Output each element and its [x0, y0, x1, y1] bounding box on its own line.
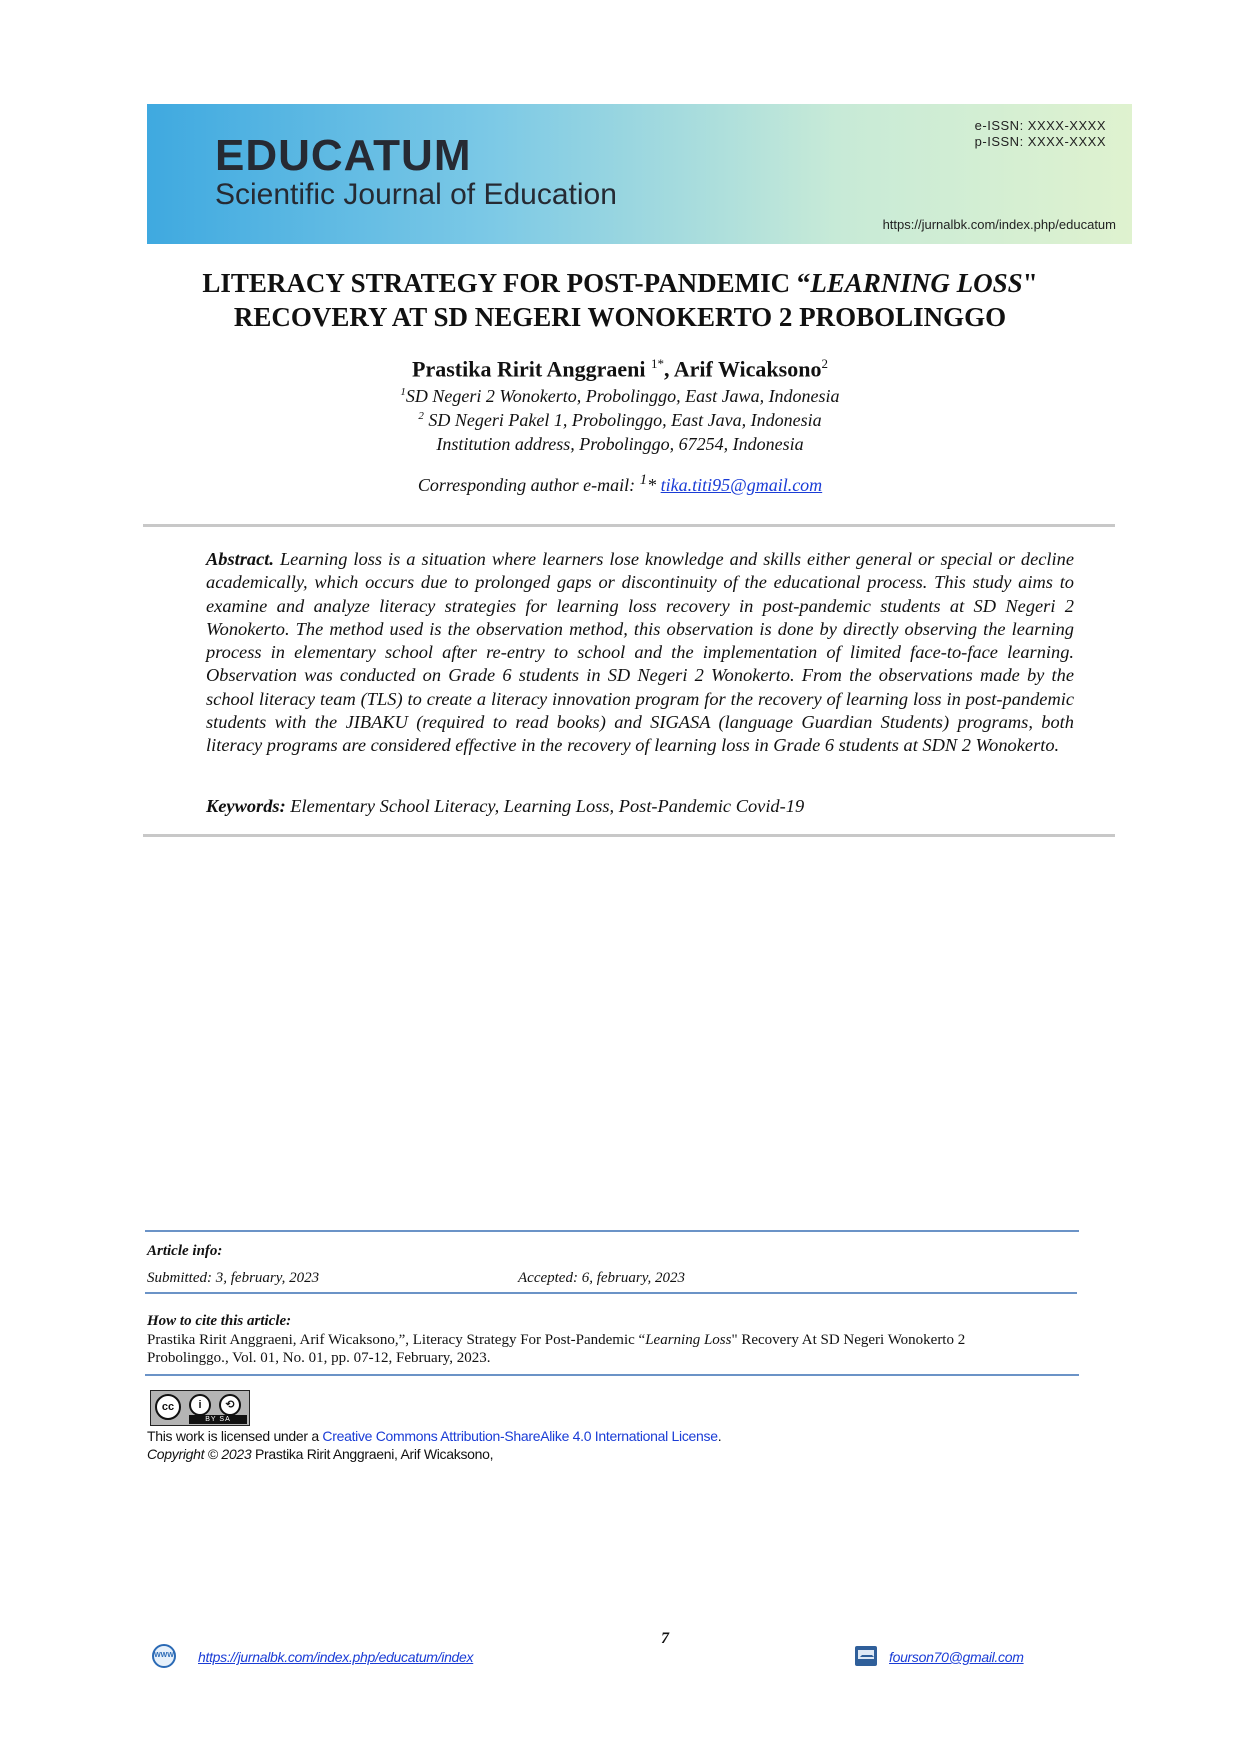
- abstract: [206, 548, 1074, 758]
- website-link[interactable]: https://jurnalbk.com/index.php/educatum/index: [198, 1649, 474, 1665]
- by-icon: i: [189, 1394, 211, 1416]
- title-line-1: LITERACY STRATEGY FOR POST-PANDEMIC “LEARNING LOSS": [202, 268, 1038, 298]
- affiliation-2: $^2$ SD Negeri Pakel 1, Probolinggo, East Java, Indonesia: [418, 410, 822, 430]
- copyright-statement: [147, 1446, 493, 1462]
- copyright-label: Copyright © 2023: [147, 1446, 252, 1462]
- corresponding-author: Corresponding author e-mail: $^1$* tika.titi95@gmail.com: [417, 472, 823, 495]
- institution-address: Institution address, Probolinggo, 67254, Indonesia: [436, 434, 804, 454]
- globe-icon: WWW: [152, 1644, 176, 1668]
- corresponding-email-link[interactable]: tika.titi95@gmail.com: [660, 475, 823, 495]
- page-number: 7: [661, 1630, 669, 1647]
- copyright-names: Prastika Ririt Anggraeni, Arif Wicaksono,: [251, 1446, 494, 1462]
- author-1: Prastika Ririt Anggraeni: [412, 356, 646, 382]
- keywords-text: Elementary School Literacy, Learning Loss, Post-Pandemic Covid-19: [285, 796, 805, 816]
- submitted-date: Submitted: 3, february, 2023: [147, 1270, 320, 1286]
- citation-heading: How to cite this article:: [147, 1313, 292, 1329]
- journal-banner: [147, 104, 1132, 244]
- author-1-mark: 1*: [650, 356, 664, 371]
- cc-icon: cc: [155, 1394, 181, 1420]
- p-issn: p-ISSN: XXXX-XXXX: [974, 134, 1106, 149]
- info-rule-mid: [145, 1292, 1077, 1294]
- info-rule-bottom: [145, 1374, 1079, 1376]
- keywords-label: Keywords:: [206, 796, 286, 816]
- article-info-heading: Article info:: [147, 1243, 223, 1259]
- author-2-mark: 2: [821, 356, 828, 371]
- license-statement: This work is licensed under a Creative Commons Attribution-ShareAlike 4.0 International License.: [147, 1428, 722, 1444]
- title-line-2: RECOVERY AT SD NEGERI WONOKERTO 2 PROBOLINGGO: [233, 302, 1007, 332]
- cc-by-sa-badge[interactable]: [150, 1390, 250, 1426]
- journal-name: EDUCATUM: [215, 131, 472, 180]
- author-2: Arif Wicaksono: [673, 356, 822, 382]
- email-link[interactable]: fourson70@gmail.com: [889, 1649, 1024, 1665]
- banner-url: https://jurnalbk.com/index.php/educatum: [882, 217, 1116, 232]
- divider-top: [143, 524, 1115, 527]
- abstract-label: Abstract.: [206, 549, 274, 569]
- email-icon: [855, 1646, 877, 1666]
- divider-bottom: [143, 834, 1115, 837]
- citation-text: Prastika Ririt Anggraeni, Arif Wicaksono,”, Literacy Strategy For Post-Pandemic “Learning Loss" Recovery At SD Negeri Wonokerto 2 Probolinggo., Vol. 01, No. 01, pp. 07-12, February, 2023.: [147, 1332, 966, 1366]
- cc-strip-label: BY SA: [189, 1415, 247, 1424]
- journal-subtitle: Scientific Journal of Education: [215, 178, 617, 211]
- paper-title: [140, 266, 1100, 334]
- accepted-date: Accepted: 6, february, 2023: [518, 1270, 686, 1286]
- author-list: Prastika Ririt Anggraeni $^{1*}$, Arif Wicaksono$^2$: [412, 356, 828, 382]
- abstract-text: Learning loss is a situation where learners lose knowledge and skills either general or special or decline academically, which occurs due to prolonged gaps or discontinuity of the educational process. This study aims to examine and analyze literacy strategies for learning loss recovery in post-pandemic students at SD Negeri 2 Wonokerto. The method used is the observation method, this observation is done by directly observing the learning process in elementary school after re-entry to school and the implementation of limited face-to-face learning. Observation was conducted on Grade 6 students in SD Negeri 2 Wonokerto. From the observations made by the school literacy team (TLS) to create a literacy innovation program for the recovery of learning loss in post-pandemic students with the JIBAKU (required to read books) and SIGASA (language Guardian Students) programs, both literacy programs are considered effective in the recovery of learning loss in Grade 6 students at SDN 2 Wonokerto.: [206, 549, 1074, 756]
- info-rule-top: [145, 1230, 1079, 1232]
- keywords: [206, 796, 1074, 817]
- sa-icon: ⟲: [219, 1394, 241, 1416]
- e-issn: e-ISSN: XXXX-XXXX: [974, 118, 1106, 133]
- affiliation-1: $^1$SD Negeri 2 Wonokerto, Probolinggo, East Jawa, Indonesia: [400, 386, 840, 406]
- license-link[interactable]: Creative Commons Attribution-ShareAlike 4.0 International License: [322, 1428, 718, 1444]
